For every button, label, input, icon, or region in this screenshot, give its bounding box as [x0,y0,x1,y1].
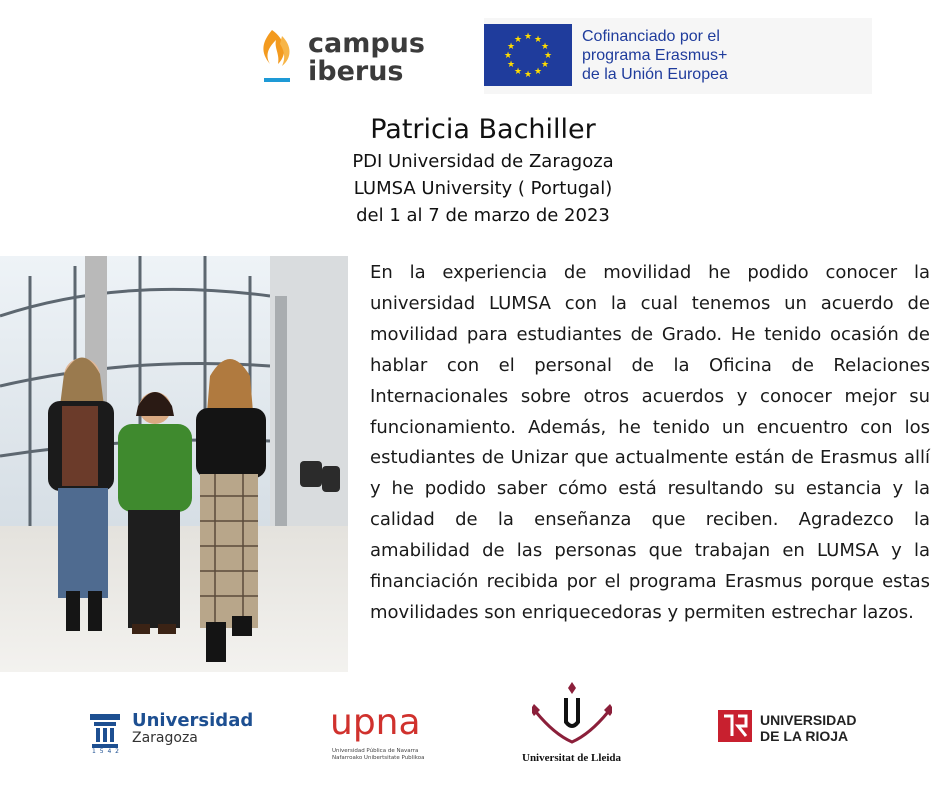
group-photo-illustration [0,256,348,672]
dates-line: del 1 al 7 de marzo de 2023 [356,205,610,226]
upna-sub-2: Nafarroako Unibertsitate Publikoa [332,755,425,761]
upna-wordmark: upna [330,702,421,743]
campus-word: campus [308,28,425,59]
erasmus-text [582,27,728,84]
erasmus-line-3: de la Unión Europea [582,66,728,83]
svg-text:★: ★ [543,51,553,61]
affiliation-line: PDI Universidad de Zaragoza [352,151,614,172]
rioja-line-1: UNIVERSIDAD [760,712,857,728]
iberus-word: iberus [308,56,404,87]
svg-text:★: ★ [506,42,516,52]
svg-text:★: ★ [540,60,550,70]
testimonial-paragraph: En la experiencia de movilidad he podido conocer la universidad LUMSA con la cual tenemos un acuerdo de movilidad para estudiantes de Grado. He tenido ocasión de hablar con el personal de la Oficina de Relaciones Internacionales sobre otros acuerdos y conocer mejor su funcionamiento. Además, he tenido un encuentro con los estudiantes de Unizar que actualmente están de Erasmus allí y he podido saber cómo está resultando su estancia y la calidad de la enseñanza que reciben. Agradezco la amabilidad de las personas que trabajan en LUMSA y la financiación recibida por el programa Erasmus porque estas movilidades son enriquecedoras y permiten estrechar lazos. [370,262,930,623]
svg-text:★: ★ [540,42,550,52]
unizar-line-2: Zaragoza [132,730,198,746]
svg-text:★: ★ [533,67,543,77]
erasmus-line-1: Cofinanciado por el [582,28,720,45]
erasmus-line-2: programa Erasmus+ [582,47,728,64]
rioja-line-2: DE LA RIOJA [760,728,849,744]
svg-text:★: ★ [523,70,533,80]
svg-text:★: ★ [503,51,513,61]
universitat-lleida-logo [512,680,632,770]
svg-text:★: ★ [533,35,543,45]
campus-iberus-logo [258,26,428,90]
person-name: Patricia Bachiller [370,114,596,145]
universidad-rioja-logo [716,680,876,770]
svg-text:★: ★ [523,32,533,42]
svg-text:★: ★ [513,67,523,77]
udl-name: Universitat de Lleida [522,752,621,764]
unizar-year: 1 5 4 2 [92,748,120,755]
svg-text:★: ★ [506,60,516,70]
campus-iberus-wordmark [308,30,425,86]
destination-line: LUMSA University ( Portugal) [353,178,613,199]
title-block [0,112,940,229]
upna-logo [330,680,440,770]
rioja-mark-icon [718,710,752,742]
group-photo [0,256,348,672]
rioja-emblem-icon [718,710,752,742]
erasmus-cofinancing-banner [484,18,872,94]
campus-flame-icon [258,26,296,88]
eu-stars-icon [484,24,572,86]
lleida-crest-icon [532,682,612,748]
unizar-line-1: Universidad [132,710,254,731]
universidad-zaragoza-logo [88,680,254,770]
upna-sub-1: Universidad Pública de Navarra [332,748,419,754]
eu-flag-icon [484,24,572,86]
svg-text:★: ★ [513,35,523,45]
